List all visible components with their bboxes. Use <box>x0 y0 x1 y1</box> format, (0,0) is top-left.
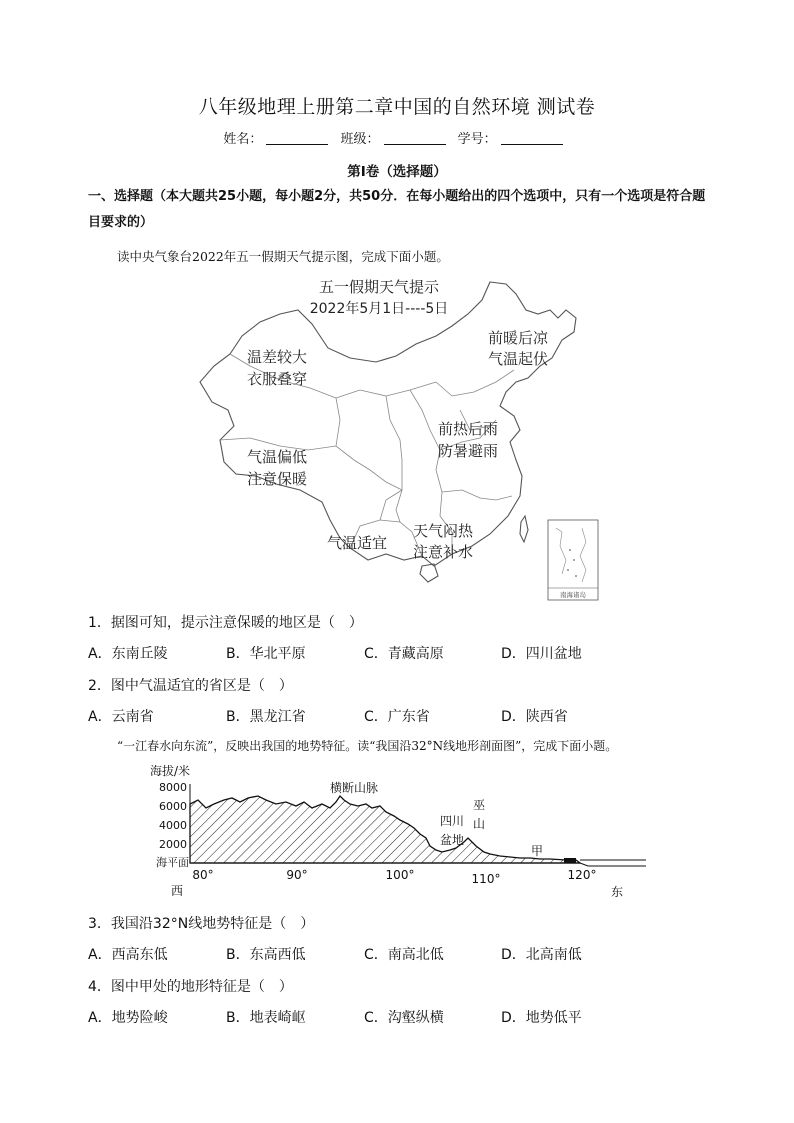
y-axis-title: 海拔/米 <box>150 764 191 778</box>
label-wushan-2: 山 <box>472 817 486 831</box>
q2-option-c[interactable]: C．广东省 <box>364 709 430 725</box>
label-northeast-1: 前暖后凉 <box>487 329 549 347</box>
q4-option-a[interactable]: A．地势险峻 <box>88 1010 168 1026</box>
q3-option-b[interactable]: B．东高西低 <box>226 947 306 963</box>
map-title-line2: 2022年5月1日----5日 <box>309 301 449 317</box>
group1-intro: 读中央气象台2022年五一假期天气提示图，完成下面小题。 <box>117 249 449 264</box>
volume-title: 第I卷（选择题） <box>347 164 447 180</box>
x-tick-100: 100° <box>385 868 415 882</box>
x-tick-110: 110° <box>471 872 501 886</box>
q1-option-c[interactable]: C．青藏高原 <box>364 646 444 662</box>
map-title <box>310 278 449 317</box>
y-tick-sea-level: 海平面 <box>156 856 189 869</box>
q3-option-c[interactable]: C．南高北低 <box>364 947 444 963</box>
q1-option-d[interactable]: D．四川盆地 <box>501 646 582 662</box>
inset-label: 南海诸岛 <box>560 591 586 599</box>
label-northwest-2: 衣服叠穿 <box>246 370 308 388</box>
terrain-profile-chart <box>146 762 650 904</box>
exam-title: 八年级地理上册第二章中国的自然环境 测试卷 <box>198 96 596 118</box>
label-northwest-1: 温差较大 <box>246 348 308 366</box>
q1-option-a[interactable]: A．东南丘陵 <box>88 646 168 662</box>
y-tick-2000: 2000 <box>159 838 187 851</box>
label-south-1: 天气闷热 <box>412 522 474 540</box>
y-tick-4000: 4000 <box>159 819 187 832</box>
label-tibet-2: 注意保暖 <box>246 470 308 488</box>
question-2-stem: 2．图中气温适宜的省区是（ ） <box>88 678 293 694</box>
label-central-1: 前热后雨 <box>437 420 499 438</box>
label-jia: 甲 <box>530 844 544 858</box>
q4-option-d[interactable]: D．地势低平 <box>501 1010 582 1026</box>
east-label: 东 <box>610 885 624 899</box>
label-yunnan: 气温适宜 <box>326 534 388 552</box>
label-sichuan-1: 四川 <box>439 814 465 828</box>
china-outline <box>200 282 576 582</box>
question-1-stem: 1．据图可知，提示注意保暖的地区是（ ） <box>88 615 363 631</box>
x-tick-80: 80° <box>192 868 214 882</box>
x-tick-120: 120° <box>567 868 597 882</box>
name-label: 姓名： <box>223 132 263 147</box>
q3-option-a[interactable]: A．西高东低 <box>88 947 168 963</box>
student-info-row <box>0 128 794 147</box>
q3-option-d[interactable]: D．北高南低 <box>501 947 582 963</box>
south-china-sea-inset <box>548 520 598 600</box>
number-label: 学号： <box>457 132 497 147</box>
label-tibet-1: 气温偏低 <box>246 448 308 466</box>
q1-option-b[interactable]: B．华北平原 <box>226 646 306 662</box>
q4-option-c[interactable]: C．沟壑纵横 <box>364 1010 444 1026</box>
class-label: 班级： <box>340 132 380 147</box>
label-sichuan-2: 盆地 <box>439 833 465 847</box>
class-blank[interactable] <box>384 132 446 145</box>
group2-intro: “一江春水向东流”，反映出我国的地势特征。读“我国沿32°N线地形剖面图”，完成下面小题。 <box>117 739 618 753</box>
name-blank[interactable] <box>266 132 328 145</box>
section-heading: 一、选择题（本大题共25小题，每小题2分，共50分．在每小题给出的四个选项中，只有一个选项是符合题目要求的） <box>88 189 706 230</box>
label-central-2: 防暑避雨 <box>437 442 499 460</box>
number-blank[interactable] <box>501 132 563 145</box>
terrain-profile-shape <box>190 796 580 863</box>
question-4-stem: 4．图中甲处的地形特征是（ ） <box>88 979 293 995</box>
q2-option-a[interactable]: A．云南省 <box>88 709 154 725</box>
label-hengduan: 横断山脉 <box>329 781 379 795</box>
label-south-2: 注意补水 <box>412 543 474 561</box>
q2-option-b[interactable]: B．黑龙江省 <box>226 709 306 725</box>
china-weather-map <box>190 270 606 606</box>
question-3-stem: 3．我国沿32°N线地势特征是（ ） <box>88 916 315 932</box>
x-tick-90: 90° <box>286 868 308 882</box>
label-wushan-1: 巫 <box>472 798 486 812</box>
y-tick-8000: 8000 <box>159 781 187 794</box>
label-northeast-2: 气温起伏 <box>487 350 549 368</box>
west-label: 西 <box>170 884 184 898</box>
q4-option-b[interactable]: B．地表崎岖 <box>226 1010 306 1026</box>
y-tick-6000: 6000 <box>159 800 187 813</box>
map-title-line1: 五一假期天气提示 <box>318 278 440 296</box>
q2-option-d[interactable]: D．陕西省 <box>501 709 568 725</box>
